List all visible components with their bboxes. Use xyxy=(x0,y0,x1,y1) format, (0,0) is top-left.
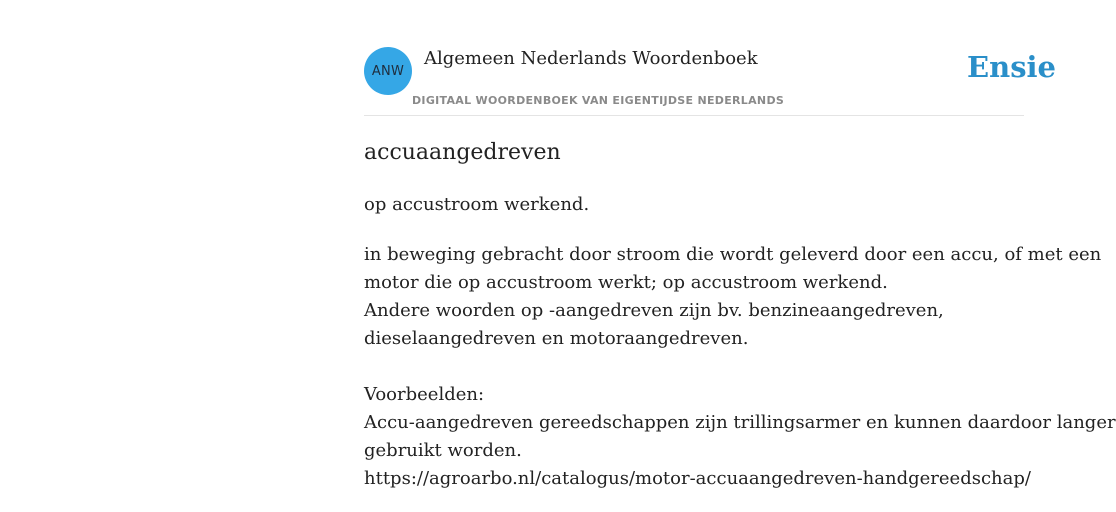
short-definition: op accustroom werkend. xyxy=(364,194,590,215)
entry-body xyxy=(364,241,1116,493)
body-line: dieselaangedreven en motoraangedreven. xyxy=(364,328,749,349)
site-subtitle: DIGITAAL WOORDENBOEK VAN EIGENTIJDSE NEDERLANDS xyxy=(412,94,785,107)
anw-logo[interactable] xyxy=(364,47,412,95)
body-line: Andere woorden op -aangedreven zijn bv. benzineaangedreven, xyxy=(364,300,944,321)
example-line: Accu-aangedreven gereedschappen zijn trillingsarmer en kunnen daardoor langer xyxy=(364,412,1116,433)
body-line: in beweging gebracht door stroom die wordt geleverd door een accu, of met een xyxy=(364,244,1102,265)
logo-text: ANW xyxy=(371,63,405,79)
body-line: motor die op accustroom werkt; op accustroom werkend. xyxy=(364,272,888,293)
source-url[interactable]: https://agroarbo.nl/catalogus/motor-accuaangedreven-handgereedschap/ xyxy=(364,468,1031,489)
blank-line xyxy=(364,353,1024,381)
header-divider xyxy=(364,115,1024,116)
example-line: gebruikt worden. xyxy=(364,440,522,461)
entry-headword: accuaangedreven xyxy=(364,140,561,165)
examples-heading: Voorbeelden: xyxy=(364,384,485,405)
site-title[interactable]: Algemeen Nederlands Woordenboek xyxy=(424,48,758,69)
site-header xyxy=(364,44,1056,116)
ensie-brand-link[interactable]: Ensie xyxy=(967,50,1056,84)
